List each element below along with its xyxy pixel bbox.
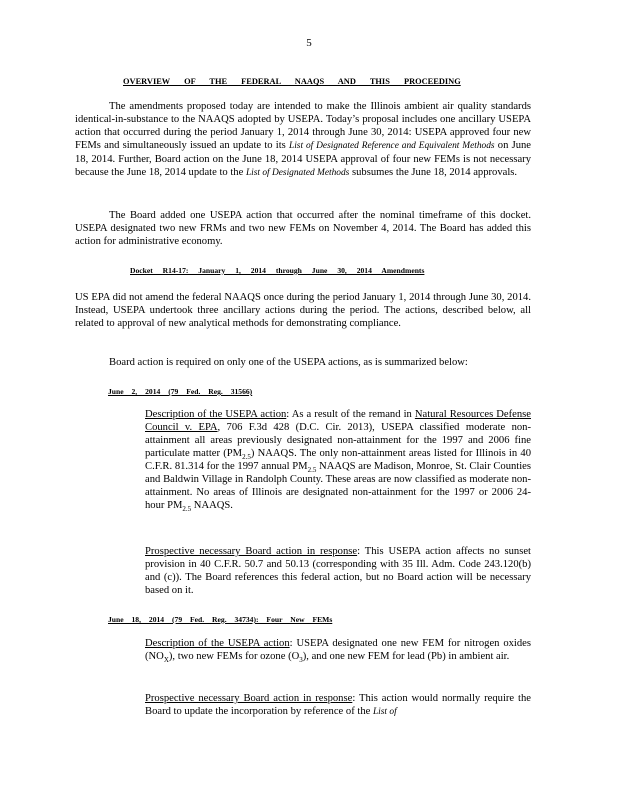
june-18-description	[145, 637, 531, 663]
docket-heading: Docket R14-17: January 1, 2014 through June 30, 2014 Amendments	[130, 266, 425, 275]
list-title-3: List of	[372, 707, 397, 717]
response-text-2: : This action would normally require the Board to update the incorporation by reference of the	[145, 693, 531, 717]
case-name: Natural Resources Defense Council v. EPA	[145, 409, 531, 433]
description-text-3: ) NAAQS. The only non-attainment areas listed for Illinois in 40 C.F.R. 81.314 for the 1997 annual PM	[145, 448, 531, 472]
board-added-paragraph: The Board added one USEPA action that occurred after the nominal timeframe of this docket. USEPA designated two new FRMs and two new FEMs on November 4, 2014. The Board has added this action for administrative economy.	[75, 210, 531, 247]
description-text-1: : As a result of the remand in	[286, 409, 415, 420]
list-title-1: List of Designated Reference and Equivalent Methods	[288, 141, 495, 151]
pm-subscript-2: 2.5	[307, 466, 317, 475]
ozone-subscript: 3	[299, 656, 303, 665]
description-text-4: NAAQS are Madison, Monroe, St. Clair Counties and Baldwin Village in Randolph County. These areas are now classified as moderate non-attainment. No areas of Illinois are designated non-attainment for the 1997 or 2006 24-hour PM	[145, 461, 531, 511]
intro-text-3: subsumes the June 18, 2014 approvals.	[349, 167, 518, 178]
usepa-actions-paragraph: US EPA did not amend the federal NAAQS once during the period January 1, 2014 through June 30, 2014. Instead, USEPA undertook three ancillary actions during the period. The actions, described below, all related to approval of new analytical methods for demonstrating compliance.	[75, 292, 531, 329]
intro-paragraph	[75, 100, 531, 180]
pm-subscript-3: 2.5	[182, 505, 192, 514]
intro-text-1: The amendments proposed today are intended to make the Illinois ambient air quality standards identical-in-substance to the NAAQS adopted by USEPA. Today’s proposal includes one ancillary USEPA action that occurred during the period January 1, 2014 through June 30, 2014: USEPA approved four new FEMs and simultaneously issued an update to its	[75, 101, 531, 151]
description-text-2: , 706 F.3d 428 (D.C. Cir. 2013), USEPA classified moderate non-attainment all areas previously designated non-attainment for the 1997 and 2006 fine particulate matter (PM	[145, 422, 531, 459]
description-label: Description of the USEPA action	[145, 409, 287, 420]
june-2-response	[145, 545, 531, 597]
nox-subscript: X	[163, 656, 169, 665]
intro-text-2: on June 18, 2014. Further, Board action on the June 18, 2014 USEPA approval of four new FEMs is not necessary because the June 18, 2014 update to the	[75, 140, 531, 178]
description-text-5: NAAQS.	[191, 500, 233, 511]
june-2-heading: June 2, 2014 (79 Fed. Reg. 31566)	[108, 387, 253, 396]
section-heading: OVERVIEW OF THE FEDERAL NAAQS AND THIS PROCEEDING	[123, 77, 461, 86]
june-2-description	[145, 408, 531, 512]
page-number: 5	[306, 37, 312, 49]
fem-text-2: ), two new FEMs for ozone (O	[168, 651, 300, 662]
description-label-2: Description of the USEPA action	[145, 638, 290, 649]
june-18-heading: June 18, 2014 (79 Fed. Reg. 34734): Four New FEMs	[108, 615, 333, 624]
fem-text-3: ), and one new FEM for lead (Pb) in ambient air.	[302, 651, 510, 662]
response-label: Prospective necessary Board action in response	[145, 546, 358, 557]
response-text: : This USEPA action affects no sunset provision in 40 C.F.R. 50.7 and 50.13 (corresponding with 35 Ill. Adm. Code 243.120(b) and (c)). The Board references this federal action, but no Board action will be necessary based on it.	[145, 546, 531, 596]
board-action-paragraph: Board action is required on only one of the USEPA actions, as is summarized below:	[109, 357, 468, 368]
june-18-response	[145, 692, 531, 719]
fem-text-1: : USEPA designated one new FEM for nitrogen oxides (NO	[145, 638, 531, 662]
pm-subscript-1: 2.5	[242, 453, 251, 462]
list-title-2: List of Designated Methods	[245, 168, 350, 178]
response-label-2: Prospective necessary Board action in response	[145, 693, 353, 704]
